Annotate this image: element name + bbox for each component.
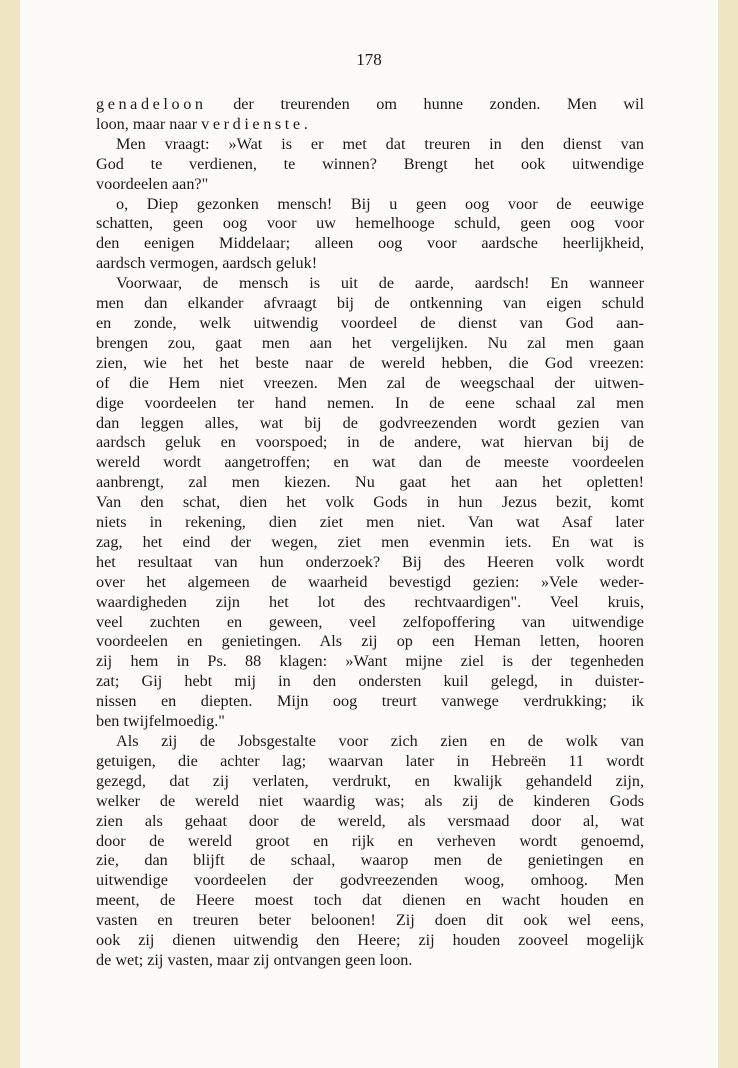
text-line xyxy=(96,195,644,215)
text-segment: voordeelen aan?" xyxy=(96,174,209,193)
text-line xyxy=(96,354,644,374)
text-segment: der treurenden om hunne zonden. Men wil xyxy=(206,95,644,113)
text-line xyxy=(96,115,644,135)
text-line xyxy=(96,672,644,692)
text-segment: dan leggen alles, wat bij de godvreezenden wordt gezien van xyxy=(96,413,644,432)
text-segment: God te verdienen, te winnen? Brengt het ook uitwendige xyxy=(96,154,644,173)
text-segment: waardigheden zijn het lot des rechtvaardigen". Veel kruis, xyxy=(96,592,644,611)
text-segment: den eenigen Middelaar; alleen oog voor aardsche heerlijkheid, xyxy=(96,234,644,253)
text-segment: gezegd, dat zij verlaten, verdrukt, en kwalijk gehandeld zijn, xyxy=(96,771,644,790)
text-segment: meent, de Heere moest toch dat dienen en wacht houden en xyxy=(96,891,644,910)
text-segment: Voorwaar, de mensch is uit de aarde, aardsch! En wanneer xyxy=(116,274,644,293)
text-segment: . xyxy=(303,114,308,133)
text-segment: loon, maar naar xyxy=(96,114,202,133)
text-segment: niets in rekening, dien ziet men niet. Van wat Asaf later xyxy=(96,513,644,532)
text-segment: zag, het eind der wegen, ziet men evenmin iets. En wat is xyxy=(96,532,644,551)
text-segment: voordeelen en genietingen. Als zij op een Heman letten, hooren xyxy=(96,632,644,651)
book-page xyxy=(20,0,718,1068)
text-line xyxy=(96,573,644,593)
text-line xyxy=(96,214,644,234)
text-line xyxy=(96,752,644,772)
text-line xyxy=(96,792,644,812)
text-segment: zij hem in Ps. 88 klagen: »Want mijne ziel is der tegenheden xyxy=(96,652,644,671)
text-segment: zat; Gij hebt mij in den ondersten kuil gelegd, in duister- xyxy=(96,672,644,691)
text-segment: de wet; zij vasten, maar zij ontvangen geen loon. xyxy=(96,950,413,969)
emphasized-text: verdienste xyxy=(201,114,304,133)
text-line xyxy=(96,274,644,294)
text-segment: schatten, geen oog voor uw hemelhooge schuld, geen oog voor xyxy=(96,214,644,233)
text-segment: ben twijfelmoedig." xyxy=(96,712,225,731)
text-segment: het resultaat van hun onderzoek? Bij des Heeren volk wordt xyxy=(96,552,644,571)
text-segment: getuigen, die achter lag; waarvan later in Hebreën 11 wordt xyxy=(96,751,644,770)
text-segment: aardsch geluk en voorspoed; in de andere, wat hiervan bij de xyxy=(96,433,644,452)
text-line xyxy=(96,334,644,354)
text-segment: zien, wie het het beste naar de wereld hebben, die God vreezen: xyxy=(96,353,644,372)
text-segment: Als zij de Jobsgestalte voor zich zien en de wolk van xyxy=(116,732,644,750)
text-line xyxy=(96,254,644,274)
text-line xyxy=(96,931,644,951)
text-line xyxy=(96,712,644,732)
text-segment: over het algemeen de waarheid bevestigd gezien: »Vele weder- xyxy=(96,572,644,591)
text-line xyxy=(96,155,644,175)
text-line xyxy=(96,414,644,434)
text-line xyxy=(96,891,644,911)
text-line xyxy=(96,613,644,633)
text-segment: aardsch vermogen, aardsch geluk! xyxy=(96,254,318,273)
text-line xyxy=(96,871,644,891)
text-line xyxy=(96,812,644,832)
text-segment: welker de wereld niet waardig was; als zij de kinderen Gods xyxy=(96,791,644,810)
text-line xyxy=(96,473,644,493)
text-line xyxy=(96,374,644,394)
text-line xyxy=(96,951,644,971)
text-line xyxy=(96,294,644,314)
text-line xyxy=(96,314,644,334)
text-segment: uitwendige voordeelen der godvreezenden woog, omhoog. Men xyxy=(96,871,644,890)
text-segment: brengen zou, gaat men aan het vergelijken. Nu zal men gaan xyxy=(96,333,644,352)
text-segment: wereld wordt aangetroffen; en wat dan de meeste voordeelen xyxy=(96,453,644,472)
text-segment: Van den schat, dien het volk Gods in hun Jezus bezit, komt xyxy=(96,493,644,512)
text-line xyxy=(96,851,644,871)
text-line xyxy=(96,772,644,792)
text-line xyxy=(96,911,644,931)
text-line xyxy=(96,433,644,453)
text-line xyxy=(96,513,644,533)
text-segment: Men vraagt: »Wat is er met dat treuren in den dienst van xyxy=(116,134,644,153)
text-line xyxy=(96,493,644,513)
text-line xyxy=(96,652,644,672)
text-segment: aanbrengt, zal men kiezen. Nu gaat het aan het opletten! xyxy=(96,473,644,492)
text-segment: zien als gehaat door de wereld, als versmaad door al, wat xyxy=(96,811,644,830)
text-line xyxy=(96,692,644,712)
text-segment: zie, dan blijft de schaal, waarop men de genietingen en xyxy=(96,851,644,870)
text-line xyxy=(96,832,644,852)
text-segment: en zonde, welk uitwendig voordeel de dienst van God aan- xyxy=(96,313,644,332)
emphasized-text: genadeloon xyxy=(96,95,207,113)
text-segment: dige voordeelen ter hand nemen. In de eene schaal zal men xyxy=(96,393,644,412)
text-line xyxy=(96,453,644,473)
text-line xyxy=(96,394,644,414)
text-segment: vasten en treuren beter beloonen! Zij doen dit ook wel eens, xyxy=(96,911,644,930)
text-line xyxy=(96,632,644,652)
text-segment: o, Diep gezonken mensch! Bij u geen oog voor de eeuwige xyxy=(116,194,644,213)
text-line xyxy=(96,593,644,613)
text-segment: nissen en diepten. Mijn oog treurt vanwege verdrukking; ik xyxy=(96,692,644,711)
text-segment: men dan elkander afvraagt bij de ontkenning van eigen schuld xyxy=(96,294,644,313)
text-segment: ook zij dienen uitwendig den Heere; zij houden zooveel mogelijk xyxy=(96,931,644,950)
text-segment: door de wereld groot en rijk en verheven wordt genoemd, xyxy=(96,831,644,850)
text-segment: of die Hem niet vreezen. Men zal de weegschaal der uitwen- xyxy=(96,373,644,392)
page-number: 178 xyxy=(356,50,382,69)
text-line xyxy=(96,234,644,254)
text-segment: veel zuchten en geween, veel zelfopoffering van uitwendige xyxy=(96,612,644,631)
text-line xyxy=(96,175,644,195)
body-text xyxy=(96,95,644,971)
text-line xyxy=(96,95,644,115)
text-line xyxy=(96,135,644,155)
text-line xyxy=(96,533,644,553)
text-line xyxy=(96,553,644,573)
text-line xyxy=(96,732,644,752)
